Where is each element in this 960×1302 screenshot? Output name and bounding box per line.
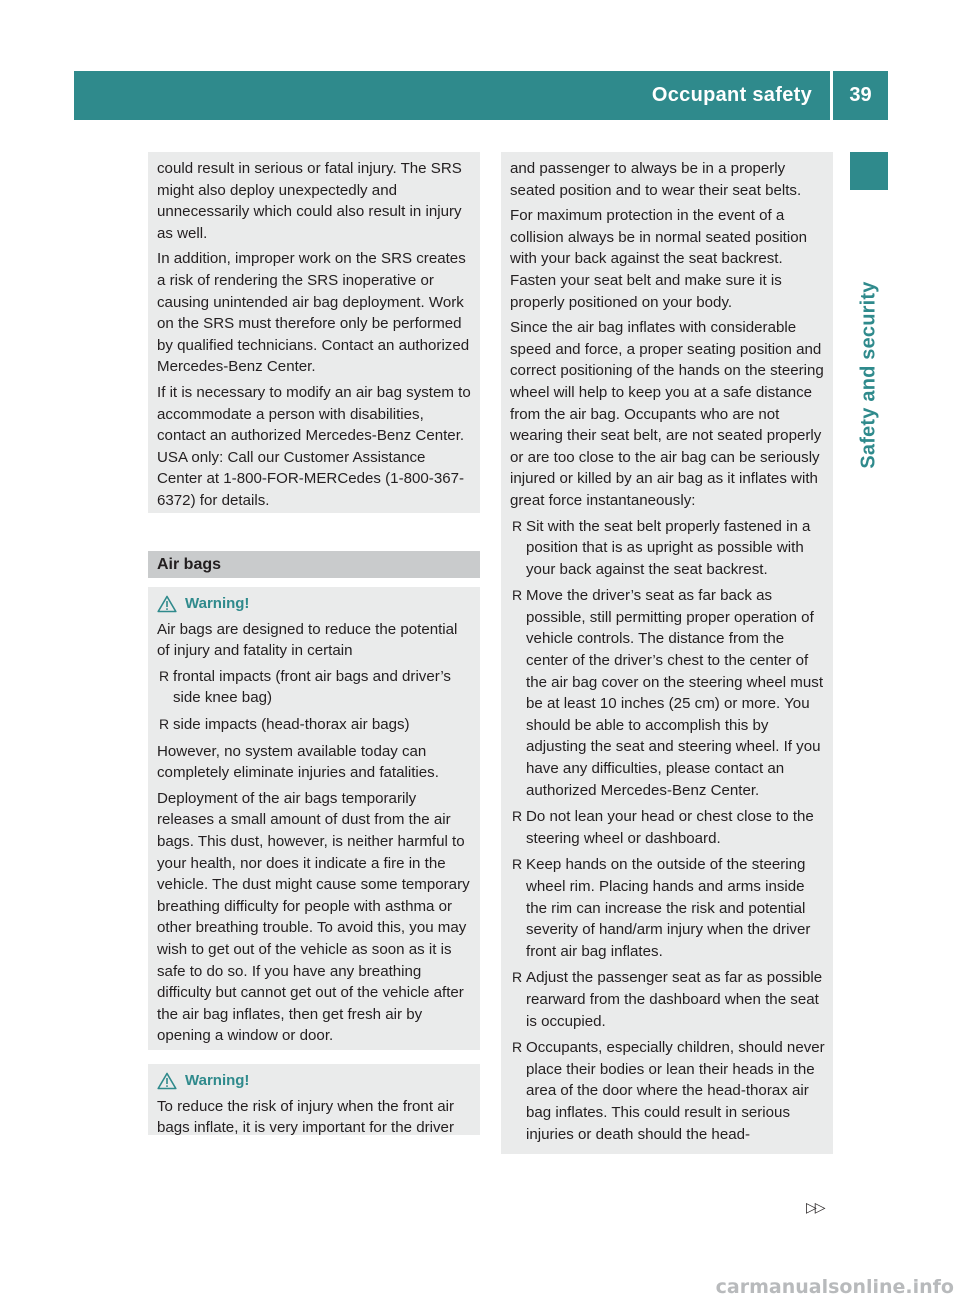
paragraph: If it is necessary to modify an air bag system to accommodate a person with disabilities, contact an authorized Mercedes-Benz Center. USA only: Call our Customer Assistance Center at 1-800-FOR-MERCedes (1-800-367-6372) for details. (157, 383, 471, 509)
list-item: R side impacts (head-thorax air bags) (157, 714, 473, 736)
bullet-list (157, 666, 473, 736)
list-item: R frontal impacts (front air bags and driver’s side knee bag) (157, 666, 473, 709)
seating-position-box (501, 152, 833, 1154)
section-heading-air-bags (148, 551, 480, 578)
chapter-side-label-text: Safety and security (857, 281, 880, 469)
paragraph: However, no system available today can completely eliminate injuries and fatalities. (157, 742, 439, 782)
warning-title (157, 593, 473, 615)
front-air-bag-warning-box (148, 1064, 480, 1135)
list-item: R Move the driver’s seat as far back as possible, still permitting proper operation of vehicle controls. The distance from the center of the driver’s chest to the center of the air bag cover on the steering wheel must be at least 10 inches (25 cm) or more. You should be able to accomplish this by adjusting the seat and steering wheel. If you have any difficulties, please contact an authorized Mercedes-Benz Center. (510, 585, 826, 801)
paragraph: To reduce the risk of injury when the front air bags inflate, it is very important for the driver (157, 1097, 454, 1137)
list-item: R Keep hands on the outside of the steering wheel rim. Placing hands and arms inside the rim can increase the risk and potential severity of hand/arm injury when the driver front air bag inflates. (510, 854, 826, 962)
paragraph: For maximum protection in the event of a collision always be in normal seated position with your back against the seat backrest. Fasten your seat belt and make sure it is properly positioned on your body. (510, 207, 808, 311)
air-bag-warning-box (148, 587, 480, 1050)
paragraph: and passenger to always be in a properly seated position and to wear their seat belts. (510, 160, 802, 199)
watermark: carmanualsonline.info (715, 1276, 954, 1298)
warning-title (157, 1070, 473, 1092)
paragraph: Deployment of the air bags temporarily releases a small amount of dust from the air bags. This dust, however, is neither harmful to your health, nor does it indicate a fire in the vehicle. The dust might cause some temporary breathing difficulty for people with asthma or other breathing trouble. To avoid this, you may wish to get out of the vehicle as soon as it is safe to do so. If you have any breathing difficulty but cannot get out of the vehicle after the air bag inflates, then get fresh air by opening a window or door. (157, 789, 470, 1045)
page-number: 39 (849, 84, 872, 106)
paragraph: Since the air bag inflates with considerable speed and force, a proper seating position and correct positioning of the hands on the steering wheel will help to keep you at a safe distance from the air bag. Occupants who are not wearing their seat belt, are not seated properly or are too close to the air bag can be seriously injured or killed by an air bag as it inflates with great force instantaneously: (510, 319, 824, 509)
continued-arrow-icon: ▷▷ (806, 1199, 824, 1215)
page-header-title: Occupant safety (651, 84, 812, 106)
paragraph: In addition, improper work on the SRS creates a risk of rendering the SRS inoperative or causing unintended air bag deployment. Work on the SRS must therefore only be performed by qualified technicians. Contact an authorized Mercedes-Benz Center. (157, 250, 470, 376)
chapter-side-label (848, 260, 890, 490)
warning-triangle-icon (157, 1072, 177, 1090)
paragraph: Air bags are designed to reduce the potential of injury and fatality in certain (157, 620, 458, 660)
paragraph: could result in serious or fatal injury. The SRS might also deploy unexpectedly and unnecessarily which could also result in injury as well. (157, 160, 462, 242)
chapter-tab-marker (850, 152, 888, 190)
warning-title-text: Warning! (185, 595, 250, 612)
warning-triangle-icon (157, 595, 177, 613)
bullet-list (510, 516, 826, 1146)
list-item: R Sit with the seat belt properly fastened in a position that is as upright as possible with your back against the seat backrest. (510, 516, 826, 581)
section-heading-text: Air bags (157, 555, 222, 573)
list-item: R Do not lean your head or chest close to the steering wheel or dashboard. (510, 806, 826, 849)
list-item: R Adjust the passenger seat as far as possible rearward from the dashboard when the seat is occupied. (510, 967, 826, 1032)
srs-warning-continuation-box (148, 152, 480, 513)
list-item: R Occupants, especially children, should never place their bodies or lean their heads in the area of the door where the head-thorax air bag inflates. This could result in serious injuries or death should the head- (510, 1037, 826, 1145)
warning-title-text: Warning! (185, 1072, 250, 1089)
